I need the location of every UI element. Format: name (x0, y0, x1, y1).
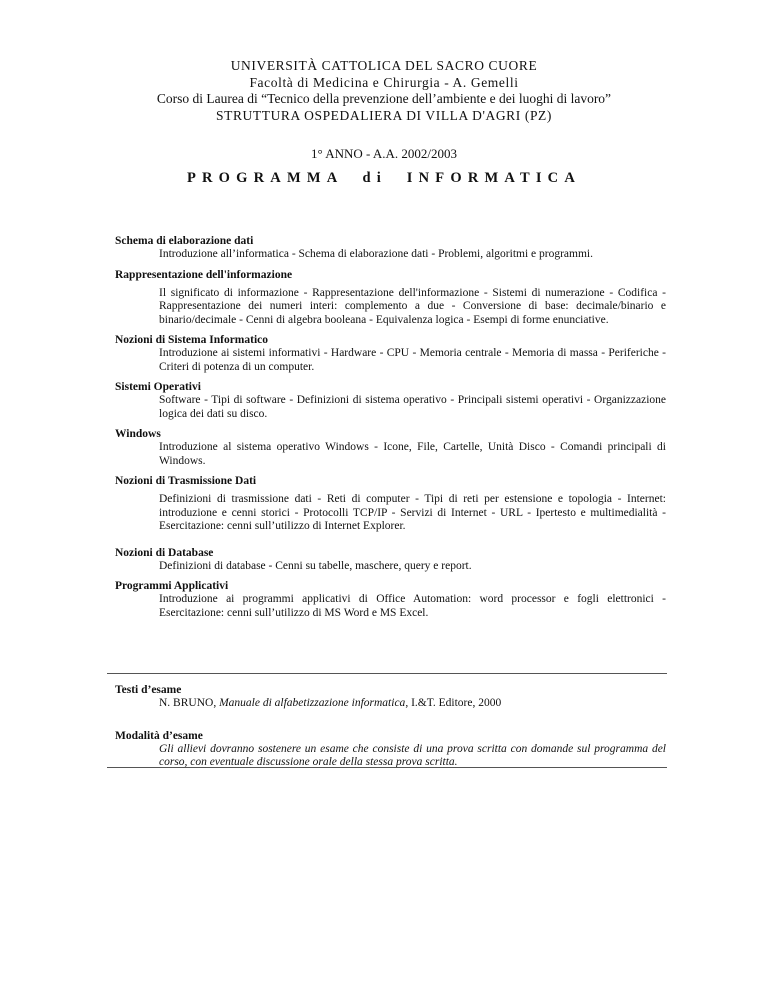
program-sections (115, 234, 666, 626)
publisher: , I.&T. Editore, 2000 (405, 697, 502, 709)
section-title: Windows (115, 428, 161, 440)
university-name: UNIVERSITÀ CATTOLICA DEL SACRO CUORE (230, 58, 538, 73)
section-schema (115, 234, 666, 262)
exam-mode-title: Modalità d’esame (115, 729, 203, 742)
section-programmi-applicativi (115, 579, 666, 620)
author-surname: RUNO (180, 697, 214, 709)
exam-texts-title: Testi d’esame (115, 684, 182, 696)
section-trasmissione-dati (115, 474, 666, 534)
course-name: Corso di Laurea di “Tecnico della prevenzione dell’ambiente e dei luoghi di lavoro” (156, 91, 612, 106)
section-title: Sistemi Operativi (115, 381, 201, 393)
structure-name: STRUTTURA OSPEDALIERA DI VILLA D'AGRI (PZ) (215, 107, 552, 123)
section-body: Definizioni di database - Cenni su tabelle, maschere, query e report. (159, 559, 472, 572)
exam-mode-body: Gli allievi dovranno sostenere un esame che consiste di una prova scritta con domande sul programma del corso, con eventuale discussione orale della stessa prova scritta. (159, 742, 666, 768)
section-title: Nozioni di Trasmissione Dati (115, 475, 257, 487)
exam-texts (115, 683, 666, 711)
author-initial: N. B (159, 697, 181, 709)
section-title: Nozioni di Sistema Informatico (115, 334, 269, 346)
section-rappresentazione (115, 268, 666, 328)
section-title: Programmi Applicativi (115, 580, 229, 592)
section-title: Rappresentazione dell'informazione (115, 268, 293, 281)
academic-year: 1° ANNO - A.A. 2002/2003 (310, 146, 458, 161)
section-body: Introduzione ai programmi applicativi di Office Automation: word processor e fogli elettronici - Esercitazione: cenni sull’utilizzo di MS Word e MS Excel. (159, 593, 666, 619)
section-body: Definizioni di trasmissione dati - Reti di computer - Tipi di reti per estensione e topologia - Internet: introduzione e cenni storici - Protocolli TCP/IP - Servizi di Internet - URL - Ipertesto e multimedialità - Esercitazione: cenni sull’utilizzo di Internet Explorer. (159, 493, 666, 532)
document-header (0, 58, 768, 124)
section-sistemi-operativi (115, 380, 666, 421)
faculty-name: Facoltà di Medicina e Chirurgia - A. Gemelli (249, 74, 519, 90)
section-title: Nozioni di Database (115, 546, 214, 559)
section-windows (115, 427, 666, 468)
program-title: PROGRAMMA di INFORMATICA (186, 170, 582, 186)
section-body: Introduzione al sistema operativo Windows - Icone, File, Cartelle, Unità Disco - Comandi principali di Windows. (159, 441, 666, 467)
exam-mode (115, 729, 666, 770)
section-body: Introduzione all’informatica - Schema di elaborazione dati - Problemi, algoritmi e programmi. (159, 248, 593, 260)
exam-texts-body: N. BRUNO, Manuale di alfabetizzazione informatica, I.&T. Editore, 2000 (159, 697, 502, 709)
book-title: Manuale di alfabetizzazione informatica (219, 697, 406, 709)
section-body: Introduzione ai sistemi informativi - Hardware - CPU - Memoria centrale - Memoria di massa - Periferiche - Criteri di potenza di un computer. (159, 347, 666, 373)
divider-top (107, 673, 667, 674)
divider-bottom (107, 767, 667, 768)
exam-info (115, 683, 666, 788)
section-database (115, 546, 666, 574)
section-sistema-informatico (115, 333, 666, 374)
section-body: Il significato di informazione - Rappresentazione dell'informazione - Sistemi di numerazione - Codifica - Rappresentazione dei numeri interi: complemento a due - Conversione di base: decimale/binario e binario/decimale - Cenni di algebra booleana - Equivalenza logica - Esempi di forme enunciative. (159, 286, 666, 326)
section-body: Software - Tipi di software - Definizioni di sistema operativo - Principali sistemi operativi - Organizzazione logica dei dati su disco. (159, 394, 666, 420)
section-title: Schema di elaborazione dati (115, 235, 254, 247)
